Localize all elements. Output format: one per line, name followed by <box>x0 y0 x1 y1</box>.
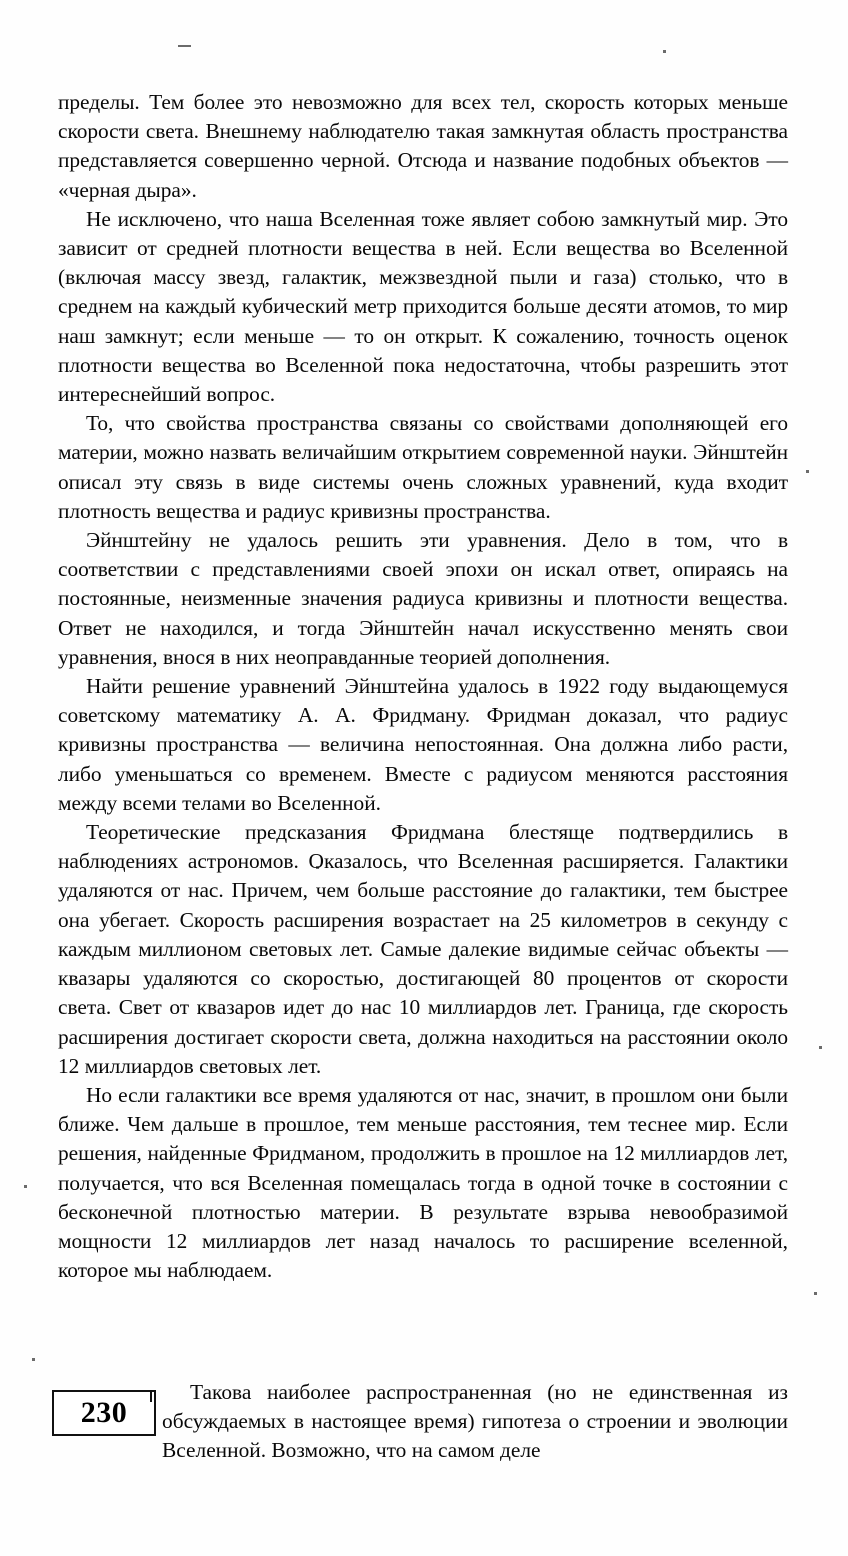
paragraph-2: Не исключено, что наша Вселенная тоже являет собою замкнутый мир. Это зависит от средней плотности вещества в ней. Если вещества во Вселенной (включая массу звезд, галактик, межзвездной пыли и газа) столько, что в среднем на каждый кубический метр приходится больше десяти атомов, то мир наш замкнут; если меньше — то он открыт. К сожалению, точность оценок плотности вещества во Вселенной пока недостаточна, чтобы разрешить этот интереснейший вопрос. <box>58 206 788 407</box>
paragraph-5: Найти решение уравнений Эйнштейна удалось в 1922 году выдающемуся советскому математику А. А. Фридману. Фридман доказал, что радиус кривизны пространства — величина непостоянная. Она должна либо расти, либо уменьшаться со временем. Вместе с радиусом меняются расстояния между всеми телами во Вселенной. <box>58 674 788 815</box>
scan-speckle <box>663 50 666 53</box>
page-number-box <box>52 1390 156 1436</box>
page-number: 230 <box>80 1396 128 1429</box>
scan-speckle <box>819 1046 822 1049</box>
paragraph-8 <box>58 1378 788 1466</box>
paragraph-6: Теоретические предсказания Фридмана блестяще подтвердились в наблюдениях астрономов. Оказалось, что Вселенная расширяется. Галактики удаляются от нас. Причем, чем больше расстояние до галактики, тем быстрее она убегает. Скорость расширения возрастает на 25 километров в секунду с каждым миллионом световых лет. Самые далекие видимые сейчас объекты — квазары удаляются со скоростью, достигающей 80 процентов от скорости света. Свет от квазаров идет до нас 10 миллиардов лет. Граница, где скорость расширения достигает скорости света, должна находиться на расстоянии около 12 миллиардов световых лет. <box>58 820 788 1078</box>
scan-speckle <box>24 1185 27 1188</box>
body-text-column <box>58 88 788 1285</box>
scan-speckle <box>814 1292 817 1295</box>
paragraph-8-text: Такова наиболее распространенная (но не единственная из обсуждаемых в настоящее время) гипотеза о строении и эволюции Вселенной. Возможно, что на самом деле <box>162 1380 788 1463</box>
scan-speckle <box>178 45 191 47</box>
page-number-tick <box>150 1391 152 1402</box>
paragraph-4: Эйнштейну не удалось решить эти уравнения. Дело в том, что в соответствии с представлениями своей эпохи он искал ответ, опираясь на постоянные, неизменные значения радиуса кривизны и плотности вещества. Ответ не находился, и тогда Эйнштейн начал искусственно менять свои уравнения, внося в них неоправданные теорией дополнения. <box>58 528 788 669</box>
paragraph-7: Но если галактики все время удаляются от нас, значит, в прошлом они были ближе. Чем дальше в прошлое, тем меньше расстояния, тем теснее мир. Если решения, найденные Фридманом, продолжить в прошлое на 12 миллиардов лет, получается, что вся Вселенная помещалась тогда в одной точке в состоянии с бесконечной плотностью материи. В результате взрыва невообразимой мощности 12 миллиардов лет назад началось то расширение вселенной, которое мы наблюдаем. <box>58 1082 788 1283</box>
paragraph-1: пределы. Тем более это невозможно для всех тел, скорость которых меньше скорости света. Внешнему наблюдателю такая замкнутая область пространства представляется совершенно черной. Отсюда и название подобных объектов — «черная дыра». <box>58 90 788 202</box>
final-paragraph-block <box>58 1378 788 1466</box>
scan-speckle <box>806 470 809 473</box>
paragraph-3: То, что свойства пространства связаны со свойствами дополняющей его материи, можно назвать величайшим открытием современной науки. Эйнштейн описал эту связь в виде системы очень сложных уравнений, куда входит плотность вещества и радиус кривизны пространства. <box>58 411 788 523</box>
scan-speckle <box>32 1358 35 1361</box>
